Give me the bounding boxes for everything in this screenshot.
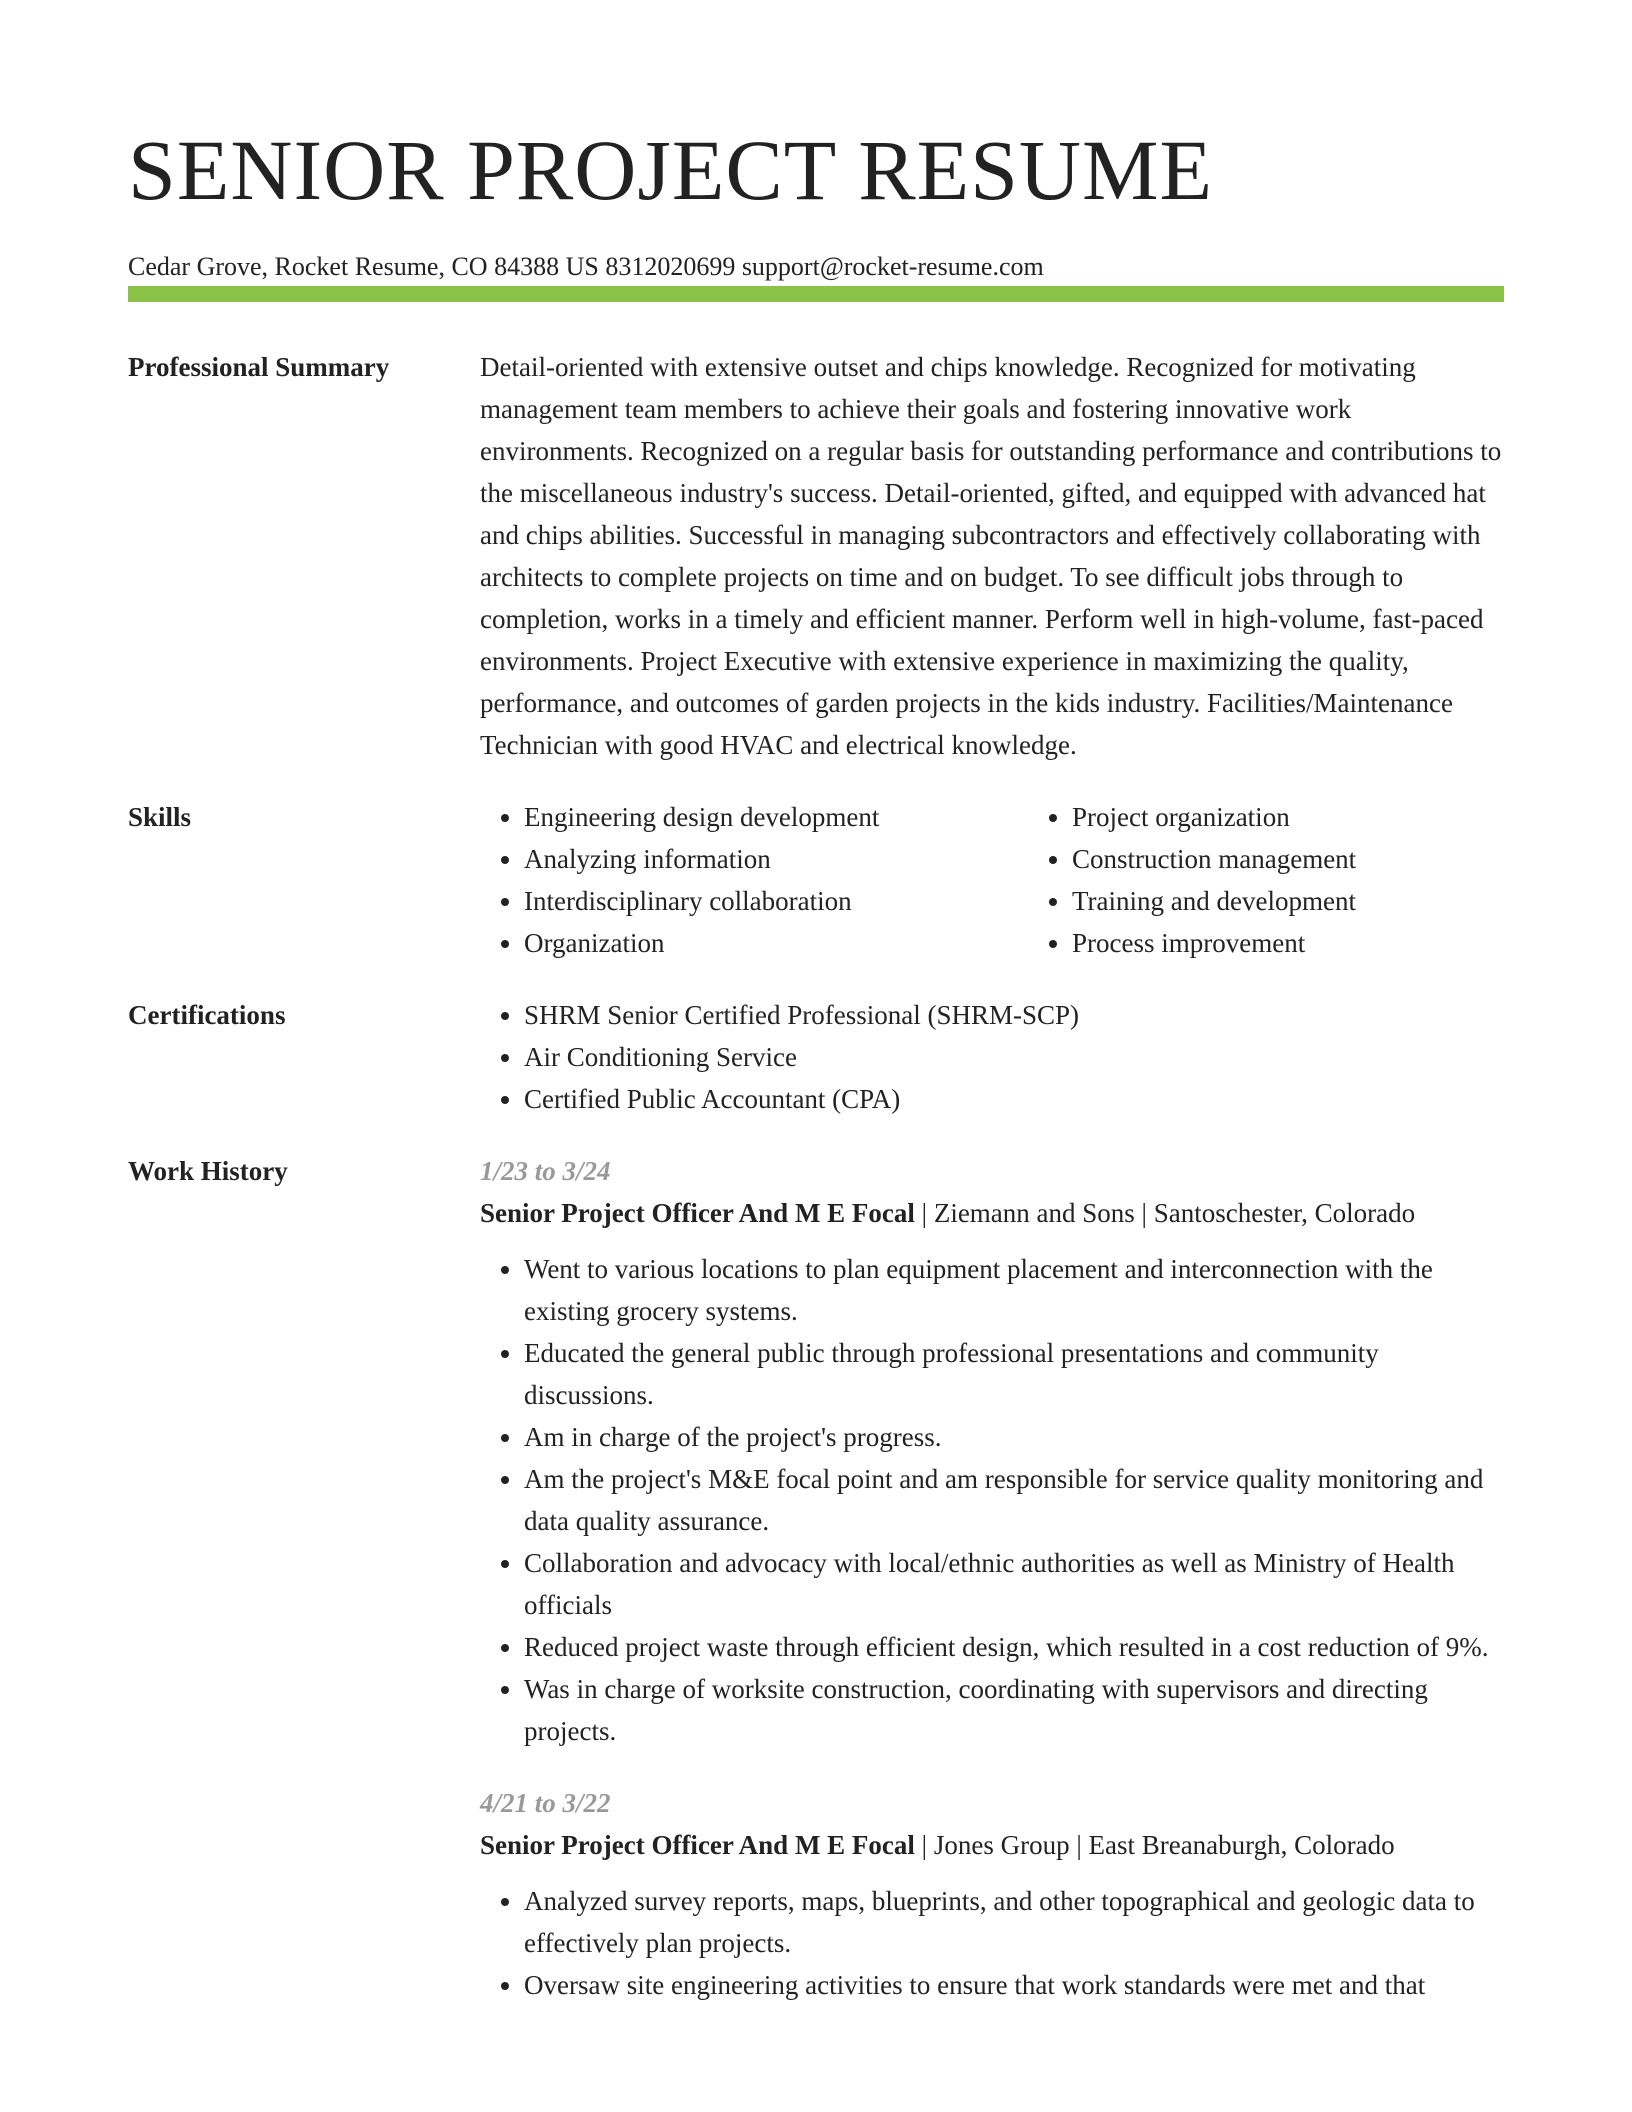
- job-bullet: • Reduced project waste through efficient design, which resulted in a cost reduction of 9%.: [524, 1626, 1504, 1668]
- professional-summary-section: [128, 346, 1504, 766]
- job-details: | Jones Group | East Breanaburgh, Colorado: [914, 1830, 1395, 1860]
- certification-item: • Air Conditioning Service: [524, 1036, 1504, 1078]
- job-bullet: • Went to various locations to plan equipment placement and interconnection with the existing grocery systems.: [524, 1248, 1504, 1332]
- skill-item: • Training and development: [1072, 880, 1576, 922]
- job-entry: [480, 1150, 1504, 1752]
- job-bullet: • Collaboration and advocacy with local/ethnic authorities as well as Ministry of Health officials: [524, 1542, 1504, 1626]
- section-body: [480, 346, 1504, 766]
- job-title: Senior Project Officer And M E Focal: [480, 1198, 915, 1228]
- contact-info: Cedar Grove, Rocket Resume, CO 84388 US 8312020699 support@rocket-resume.com: [128, 252, 1044, 281]
- section-title: Skills: [128, 802, 192, 832]
- certification-item: • Certified Public Accountant (CPA): [524, 1078, 1504, 1120]
- resume-content: [128, 346, 1504, 2066]
- job-bullet: • Educated the general public through professional presentations and community discussions.: [524, 1332, 1504, 1416]
- job-title: Senior Project Officer And M E Focal: [480, 1830, 915, 1860]
- certification-item: • SHRM Senior Certified Professional (SHRM-SCP): [524, 994, 1504, 1036]
- section-title: Professional Summary: [128, 352, 390, 382]
- certifications-list: [480, 994, 1504, 1120]
- skills-section: [128, 796, 1504, 964]
- job-details: | Ziemann and Sons | Santoschester, Colorado: [914, 1198, 1416, 1228]
- job-bullet: • Was in charge of worksite construction, coordinating with supervisors and directing projects.: [524, 1668, 1504, 1752]
- skills-column-right: [1028, 796, 1576, 964]
- job-heading: [480, 1192, 1504, 1234]
- job-heading: [480, 1824, 1504, 1866]
- section-body: [480, 1150, 1504, 2036]
- job-bullet: • Analyzed survey reports, maps, blueprints, and other topographical and geologic data to effectively plan projects.: [524, 1880, 1504, 1964]
- section-body: [480, 994, 1504, 1120]
- section-title: Certifications: [128, 1000, 286, 1030]
- work-history-section: [128, 1150, 1504, 2036]
- accent-divider: [128, 286, 1504, 302]
- job-bullet: • Oversaw site engineering activities to ensure that work standards were met and that: [524, 1964, 1504, 2006]
- skill-item: • Process improvement: [1072, 922, 1576, 964]
- summary-text: Detail-oriented with extensive outset and chips knowledge. Recognized for motivating management team members to achieve their goals and fostering innovative work environments. Recognized on a regular basis for outstanding performance and contributions to the miscellaneous industry's success. Detail-oriented, gifted, and equipped with advanced hat and chips abilities. Successful in managing subcontractors and effectively collaborating with architects to complete projects on time and on budget. To see difficult jobs through to completion, works in a timely and efficient manner. Perform well in high-volume, fast-paced environments. Project Executive with extensive experience in maximizing the quality, performance, and outcomes of garden projects in the kids industry. Facilities/Maintenance Technician with good HVAC and electrical knowledge.: [480, 352, 1502, 760]
- skill-item: • Interdisciplinary collaboration: [524, 880, 1028, 922]
- job-bullets: [480, 1248, 1504, 1752]
- skill-item: • Analyzing information: [524, 838, 1028, 880]
- skill-item: • Engineering design development: [524, 796, 1028, 838]
- skills-grid: [480, 796, 1576, 964]
- skill-item: • Construction management: [1072, 838, 1576, 880]
- skill-item: • Organization: [524, 922, 1028, 964]
- job-dates: 1/23 to 3/24: [480, 1156, 611, 1186]
- job-bullet: • Am in charge of the project's progress.: [524, 1416, 1504, 1458]
- job-bullet: • Am the project's M&E focal point and am responsible for service quality monitoring and data quality assurance.: [524, 1458, 1504, 1542]
- resume-name: SENIOR PROJECT RESUME: [128, 122, 1214, 218]
- job-entry: [480, 1782, 1504, 2006]
- job-bullets: [480, 1880, 1504, 2006]
- section-title: Work History: [128, 1156, 288, 1186]
- job-dates: 4/21 to 3/22: [480, 1788, 611, 1818]
- skills-column-left: [480, 796, 1028, 964]
- certifications-section: [128, 994, 1504, 1120]
- resume-header: [128, 120, 1504, 284]
- skill-item: • Project organization: [1072, 796, 1576, 838]
